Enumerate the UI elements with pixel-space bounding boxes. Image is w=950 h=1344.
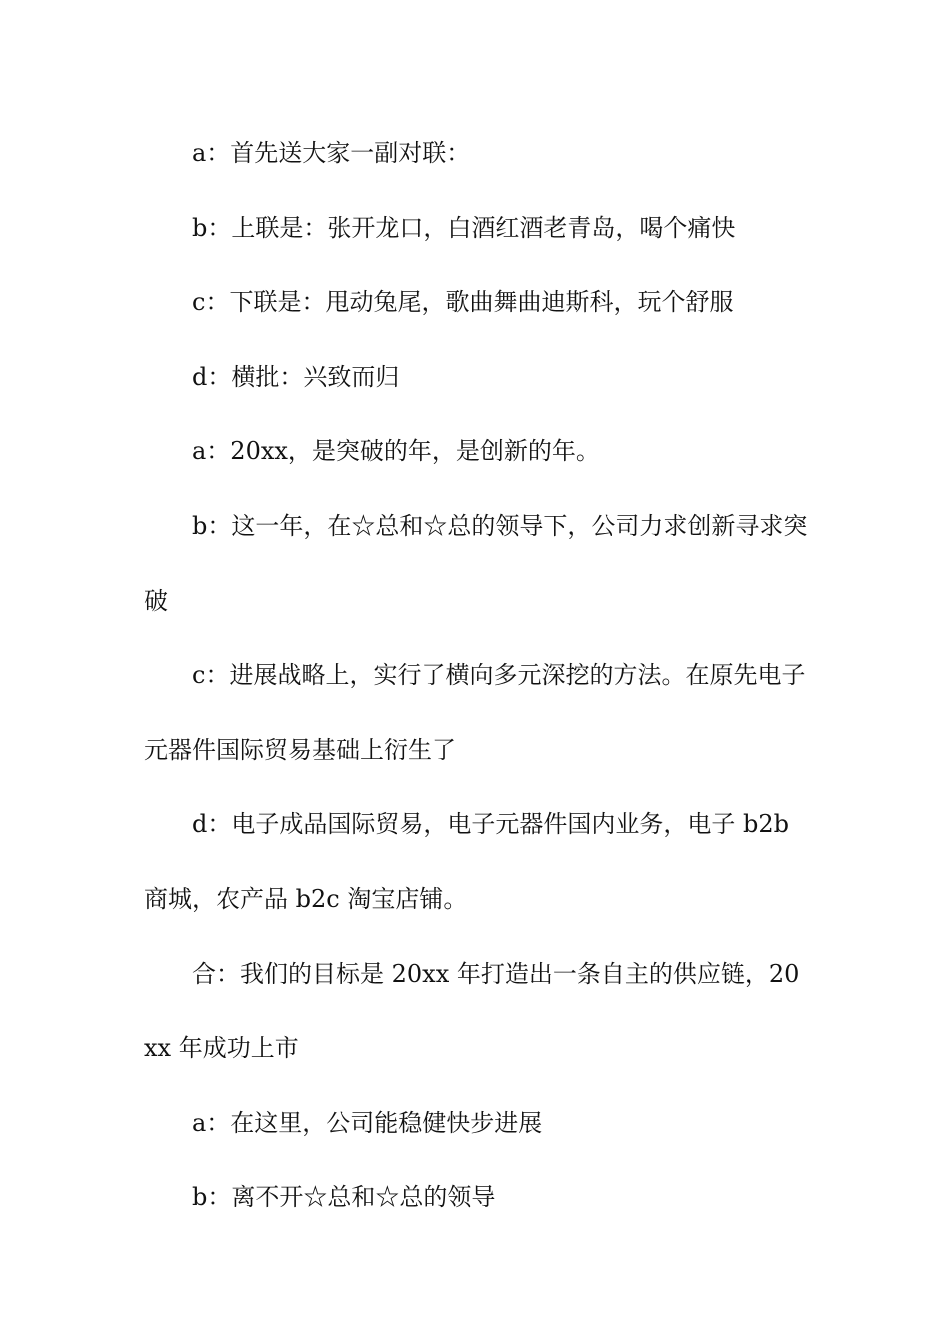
paragraph-4: d：横批：兴致而归	[192, 362, 400, 391]
paragraph-11: b：离不开☆总和☆总的领导	[192, 1183, 496, 1212]
document-body	[144, 116, 809, 1235]
paragraph-5: a：20xx，是突破的年，是创新的年。	[192, 437, 600, 466]
paragraph-10: a：在这里，公司能稳健快步进展	[192, 1108, 543, 1137]
paragraph-9: 合：我们的目标是 20xx 年打造出一条自主的供应链，20xx 年成功上市	[144, 959, 800, 1063]
paragraph-2: b：上联是：张开龙口，白酒红酒老青岛，喝个痛快	[192, 213, 736, 242]
paragraph-8: d：电子成品国际贸易，电子元器件国内业务，电子 b2b 商城，农产品 b2c 淘宝店铺。	[144, 810, 789, 913]
paragraph-1: a：首先送大家一副对联：	[192, 139, 471, 167]
paragraph-6: b：这一年，在☆总和☆总的领导下，公司力求创新寻求突破	[144, 511, 808, 615]
paragraph-3: c：下联是：甩动兔尾，歌曲舞曲迪斯科，玩个舒服	[192, 288, 734, 317]
paragraph-7: c：进展战略上，实行了横向多元深挖的方法。在原先电子元器件国际贸易基础上衍生了	[144, 661, 806, 764]
